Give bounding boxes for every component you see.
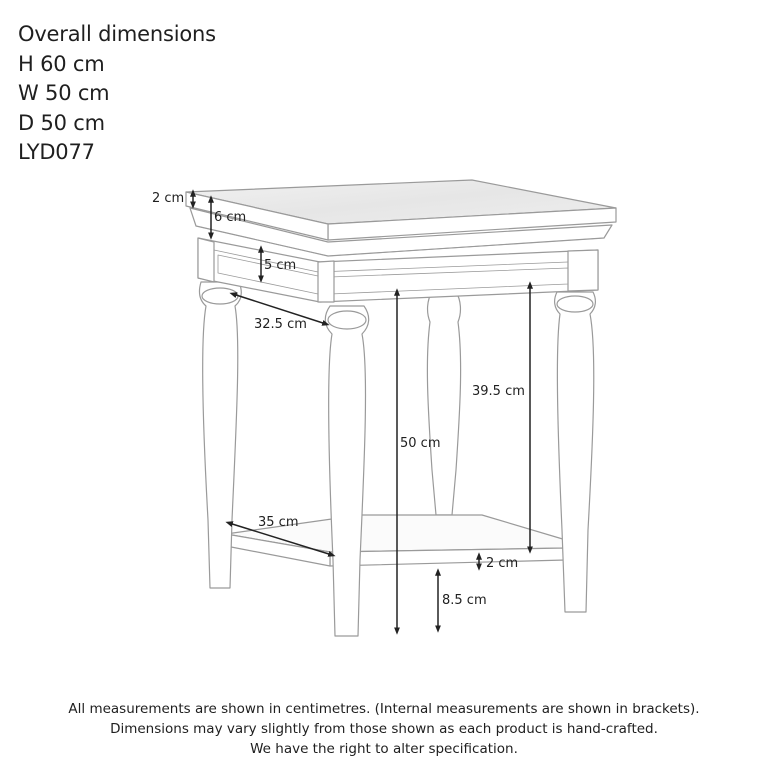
footer-line-3: We have the right to alter specification. xyxy=(250,741,518,757)
back-leg xyxy=(427,292,460,515)
label-top-thickness: 2 cm xyxy=(152,191,185,206)
overall-dimensions-title: Overall dimensions xyxy=(18,22,216,46)
label-shelf-depth: 35 cm xyxy=(258,515,299,530)
label-shelf-clearance: 8.5 cm xyxy=(442,593,487,608)
depth-spec: D 50 cm xyxy=(18,110,105,135)
front-leg xyxy=(325,306,368,636)
width-spec: W 50 cm xyxy=(18,81,110,105)
right-leg xyxy=(555,292,596,612)
footer-line-2: Dimensions may vary slightly from those shown as each product is hand-crafted. xyxy=(110,721,658,737)
label-shelf-thickness: 2 cm xyxy=(486,556,519,571)
side-table-illustration xyxy=(186,180,616,636)
label-height-50: 50 cm xyxy=(400,436,441,451)
label-height-39: 39.5 cm xyxy=(472,384,525,399)
label-inner-width: 32.5 cm xyxy=(254,317,307,332)
height-spec: H 60 cm xyxy=(18,51,105,76)
product-code: LYD077 xyxy=(18,140,95,164)
label-top-overhang: 6 cm xyxy=(214,210,247,225)
footer-notes xyxy=(0,699,768,759)
label-apron-height: 5 cm xyxy=(264,258,297,273)
table-top xyxy=(186,180,616,256)
footer-line-1: All measurements are shown in centimetres. (Internal measurements are shown in brackets). xyxy=(68,701,700,717)
